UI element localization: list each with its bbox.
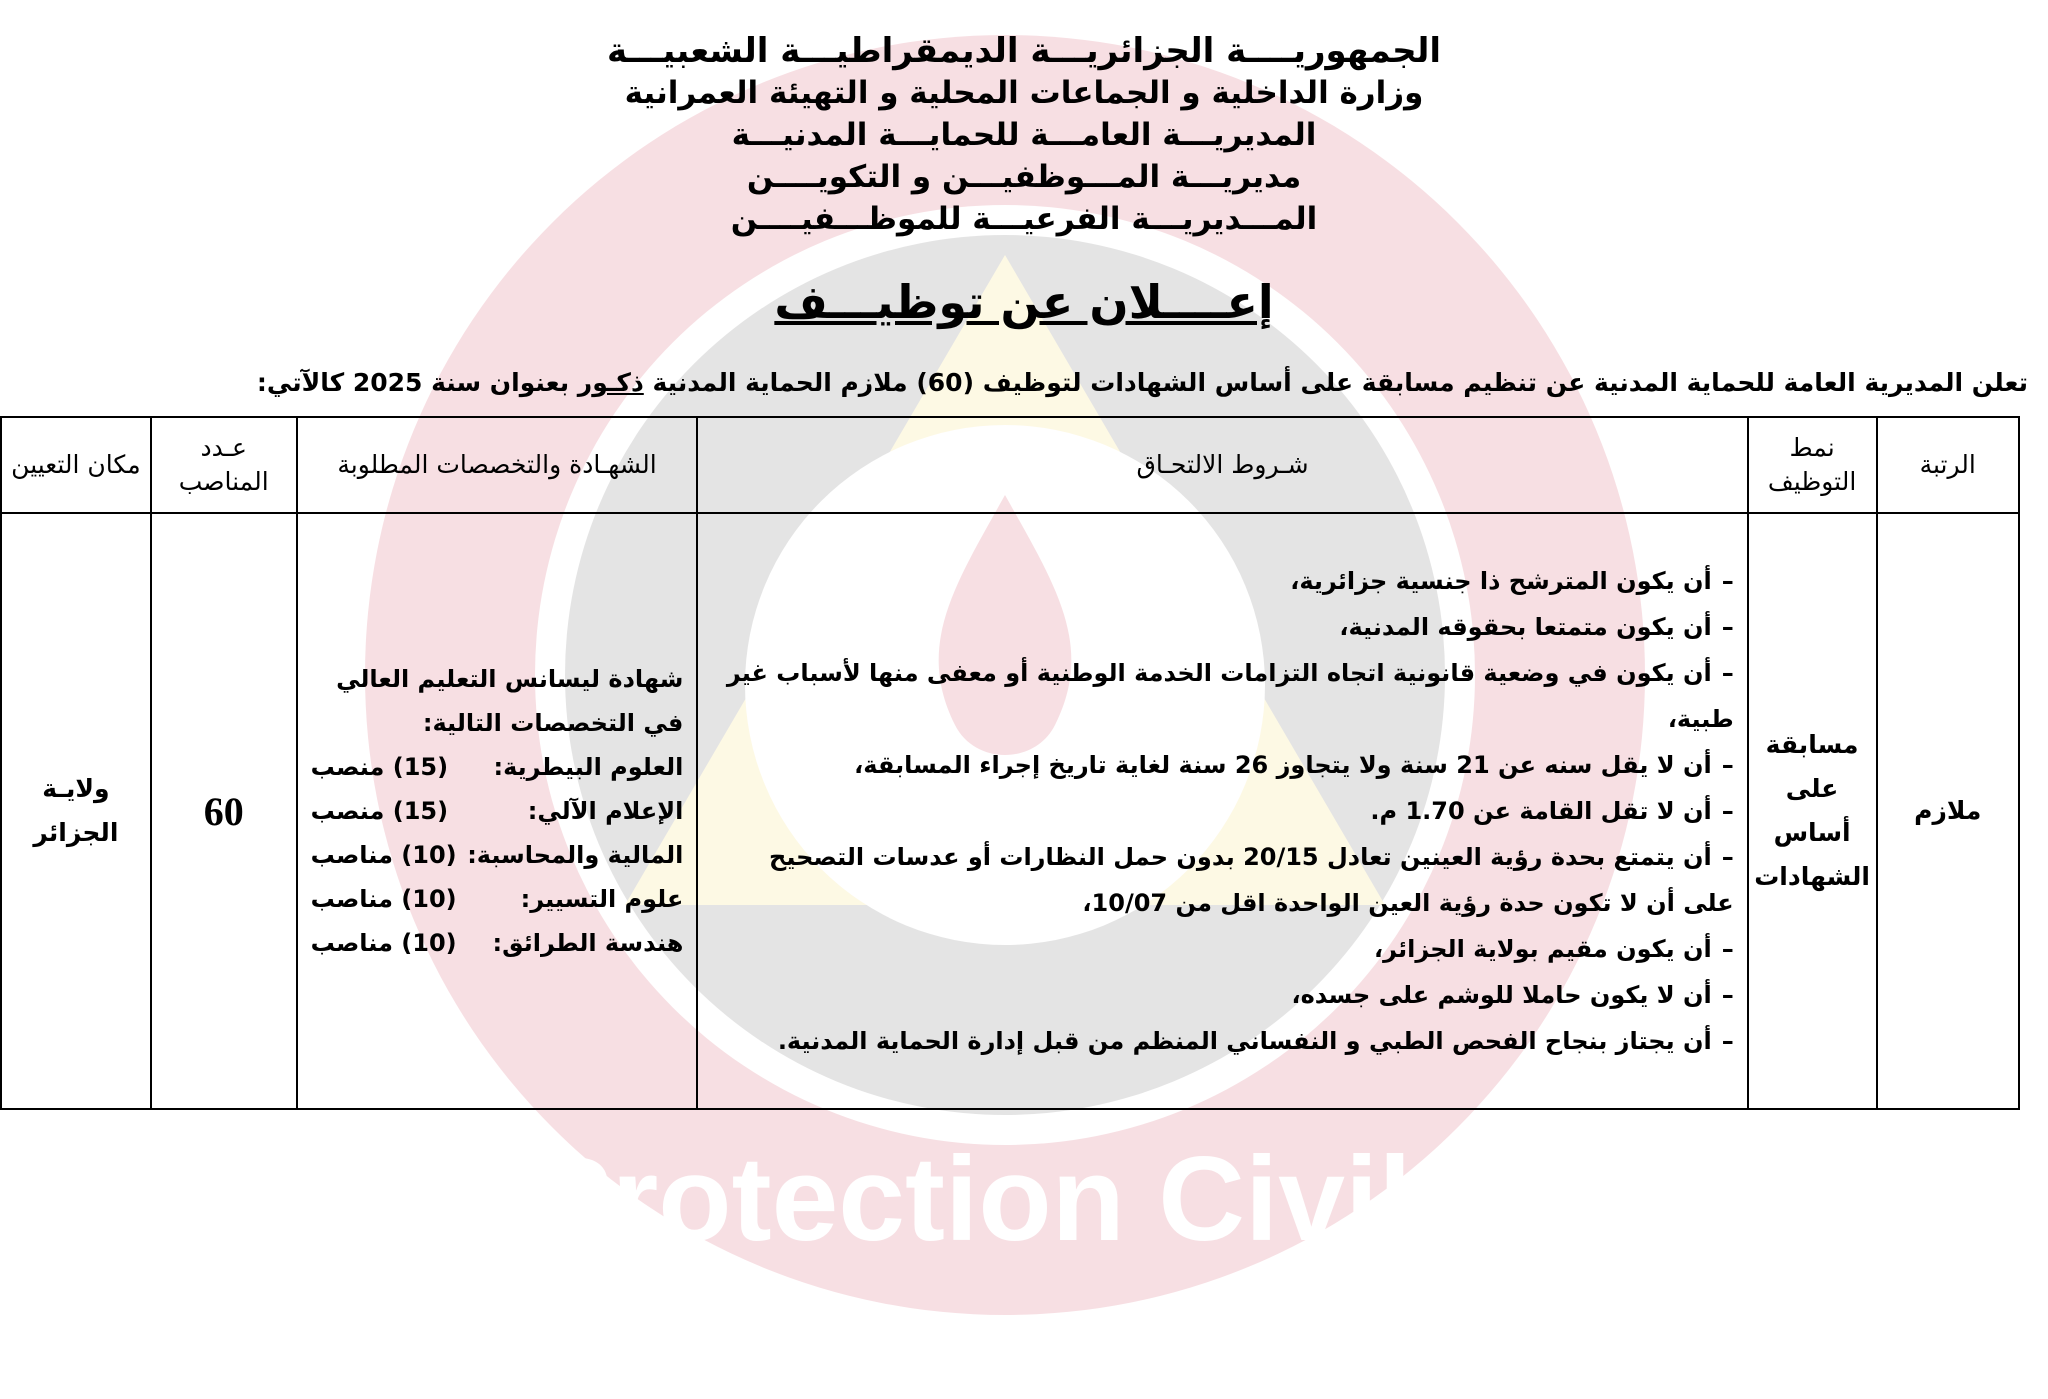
bullet-dash-icon: – xyxy=(1721,567,1734,595)
bullet-dash-icon: – xyxy=(1721,935,1734,963)
cell-place xyxy=(1,513,151,1109)
header-republic: الجمهوريــــة الجزائريـــة الديمقراطيـــة الشعبيـــة xyxy=(606,31,1442,71)
mode-value: مسابقة على أساس الشهادات xyxy=(1754,730,1870,891)
specialty-name: العلوم البيطرية: xyxy=(493,753,684,781)
specialty-name: علوم التسيير: xyxy=(520,885,684,913)
header-place: مكان التعيين xyxy=(1,417,151,513)
rank-value: ملازم xyxy=(1914,796,1982,825)
cell-count xyxy=(151,513,297,1109)
specialty-name: هندسة الطرائق: xyxy=(492,929,684,957)
condition-item xyxy=(719,788,1733,834)
cell-rank xyxy=(1877,513,2020,1109)
condition-item xyxy=(719,926,1733,972)
cell-degree xyxy=(297,513,698,1109)
condition-item xyxy=(719,834,1733,926)
header-degree: الشهـادة والتخصصات المطلوبة xyxy=(297,417,698,513)
header-directorate-staff: مديريـــة المـــوظفيـــن و التكويــــن xyxy=(746,159,1302,195)
bullet-dash-icon: – xyxy=(1721,751,1734,779)
condition-item xyxy=(719,1018,1733,1064)
cell-conditions xyxy=(697,513,1747,1109)
page-title: إعــــلان عن توظيـــف xyxy=(774,275,1274,329)
header-count: عـدد المناصب xyxy=(151,417,297,513)
condition-item xyxy=(719,972,1733,1018)
intro-paragraph xyxy=(38,368,2028,397)
specialties-list xyxy=(311,745,684,965)
document-header xyxy=(0,30,2048,240)
bullet-dash-icon: – xyxy=(1721,659,1734,687)
header-conditions: شـروط الالتحـاق xyxy=(697,417,1747,513)
condition-text: أن يجتاز بنجاح الفحص الطبي و النفساني المنظم من قبل إدارة الحماية المدنية. xyxy=(777,1027,1712,1055)
condition-text: أن يكون المترشح ذا جنسية جزائرية، xyxy=(1290,567,1712,595)
specialty-count: (10) مناصب xyxy=(310,885,457,913)
condition-text: أن لا يقل سنه عن 21 سنة ولا يتجاوز 26 سنة لغاية تاريخ إجراء المسابقة، xyxy=(854,751,1712,779)
specialty-count: (10) مناصب xyxy=(310,929,457,957)
recruitment-table xyxy=(0,416,2020,1110)
specialty-name: المالية والمحاسبة: xyxy=(467,841,684,869)
bullet-dash-icon: – xyxy=(1721,843,1734,871)
condition-item xyxy=(719,742,1733,788)
specialty-name: الإعلام الآلي: xyxy=(527,797,684,825)
specialty-count: (10) مناصب xyxy=(310,841,457,869)
conditions-list xyxy=(699,558,1745,1064)
bullet-dash-icon: – xyxy=(1721,981,1734,1009)
bullet-dash-icon: – xyxy=(1721,613,1734,641)
intro-text-after: بعنوان سنة 2025 كالآتي: xyxy=(256,368,578,397)
specialty-row xyxy=(311,789,684,833)
positions-count: 60 xyxy=(203,788,244,834)
condition-text: أن لا تقل القامة عن 1.70 م. xyxy=(1370,797,1712,825)
specialty-row xyxy=(311,745,684,789)
header-subdirectorate: المـــديريـــة الفرعيـــة للموظـــفيــــن xyxy=(730,201,1318,237)
condition-item xyxy=(719,650,1733,742)
cell-mode xyxy=(1748,513,1877,1109)
emblem-text-bottom: Protection Civile xyxy=(531,1132,1479,1266)
specialty-row xyxy=(311,833,684,877)
specialty-row xyxy=(311,877,684,921)
condition-item xyxy=(719,604,1733,650)
header-mode: نمط التوظيف xyxy=(1748,417,1877,513)
specialty-row xyxy=(311,921,684,965)
specialty-count: (15) منصب xyxy=(310,797,449,825)
condition-text: أن لا يكون حاملا للوشم على جسده، xyxy=(1291,981,1712,1009)
condition-item xyxy=(719,558,1733,604)
place-value: ولايـة الجزائر xyxy=(33,774,119,847)
table-header-row xyxy=(1,417,2019,513)
bullet-dash-icon: – xyxy=(1721,1027,1734,1055)
intro-text-before: تعلن المديرية العامة للحماية المدنية عن تنظيم مسابقة على أساس الشهادات لتوظيف (60) ملازم الحماية المدنية xyxy=(643,368,2028,397)
degree-block xyxy=(299,657,696,965)
bullet-dash-icon: – xyxy=(1721,797,1734,825)
header-ministry: وزارة الداخلية و الجماعات المحلية و التهيئة العمرانية xyxy=(624,75,1424,111)
table-row xyxy=(1,513,2019,1109)
intro-text-underlined: ذكـور xyxy=(577,368,644,397)
header-rank: الرتبة xyxy=(1877,417,2020,513)
degree-intro: شهادة ليسانس التعليم العالي في التخصصات التالية: xyxy=(336,665,684,737)
specialty-count: (15) منصب xyxy=(310,753,449,781)
header-directorate-general: المديريـــة العامـــة للحمايـــة المدنيـــة xyxy=(731,117,1317,153)
condition-text: أن يكون في وضعية قانونية اتجاه التزامات الخدمة الوطنية أو معفى منها لأسباب غير طبية، xyxy=(726,659,1734,733)
condition-text: أن يتمتع بحدة رؤية العينين تعادل 20/15 بدون حمل النظارات أو عدسات التصحيح على أن لا تكون حدة رؤية العين الواحدة اقل من 10/07، xyxy=(769,843,1734,917)
condition-text: أن يكون متمتعا بحقوقه المدنية، xyxy=(1339,613,1712,641)
condition-text: أن يكون مقيم بولاية الجزائر، xyxy=(1374,935,1712,963)
